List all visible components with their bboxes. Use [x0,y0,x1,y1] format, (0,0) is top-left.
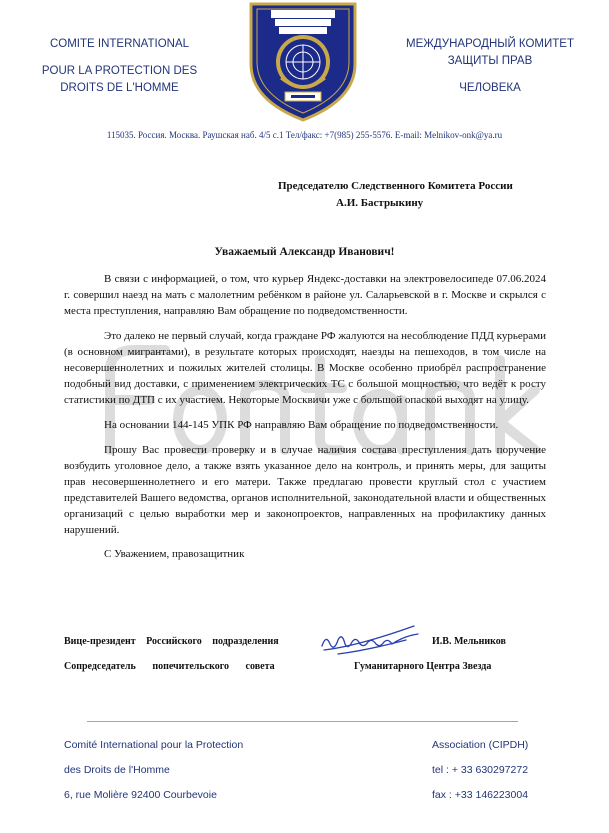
paragraph-3: На основании 144-145 УПК РФ направляю Вам обращение по подведомственности. [104,419,499,431]
header-left-org-name [22,36,217,97]
cipdh-emblem-logo [247,0,359,122]
header-left-line-1: COMITE INTERNATIONAL [49,38,190,50]
paragraph-4: Прошу Вас провести проверку и в случае наличия состава преступления дать поручение возбудить уголовное дело, а также взять указанное дело на контроль, и принять меры, для защиты прав несовершеннолетнего и его матери. Также предлагаю провести круглый стол с участием представителей Вашего ведомства, органов исполнительной, законодательной власти и общественных организаций с целью выработки мер и законопроектов, направленных на профилактику данных нарушений. [64,444,546,536]
header-right-line-2: ЗАЩИТЫ ПРАВ [447,55,533,67]
signer-title-2: Сопредседатель попечительского совета [64,661,275,672]
footer-right-line-2: tel : + 33 630297272 [432,764,529,776]
signer-organization: Гуманитарного Центра Звезда [354,661,492,672]
header-right-line-1: МЕЖДУНАРОДНЫЙ КОМИТЕТ [406,38,574,50]
salutation: Уважаемый Александр Иванович! [214,246,395,258]
footer-left-line-1: Comité International pour la Protection [64,739,244,751]
signer-name: И.В. Мельников [432,636,506,647]
recipient-line-2: А.И. Бастрыкину [336,197,424,209]
paragraph-2: Это далеко не первый случай, когда граждане РФ жалуются на несоблюдение ПДД курьерами (в основном мигрантами), в результате которых происходят, наезды на пешеходов, в том числе на несовершеннолетних и пожилых жителей столицы. В Москве особенно приобрёл распространение подобный вид доставки, с применением электрических ТС с большой мощностью, что ведёт к росту статистики по ДТП с их участием. Некоторые Москвичи уже с большой опаской выходят на улицу. [64,330,546,406]
footer-left-line-3: 6, rue Molière 92400 Courbevoie [64,789,217,801]
header-right-line-3: ЧЕЛОВЕКА [459,82,521,94]
footer-left [64,738,243,813]
footer-divider [87,721,518,722]
footer-right [432,738,528,813]
footer-right-line-3: fax : +33 146223004 [432,789,529,801]
footer-right-line-1: Association (CIPDH) [432,739,529,751]
recipient-block [278,178,513,212]
letter-body [64,271,546,562]
header-right-org-name [390,36,590,97]
header-left-line-2: POUR LA PROTECTION DES [41,65,198,77]
letterhead-address: 115035. Россия. Москва. Раушская наб. 4/5 с.1 Тел/факс: +7(985) 255-5576. E-mail: Melnikov-onk@ya.ru [106,130,503,140]
recipient-line-1: Председателю Следственного Комитета России [278,180,513,192]
handwritten-signature [318,620,426,660]
header-left-line-3: DROITS DE L'HOMME [60,82,179,94]
signer-title-1: Вице-президент Российского подразделения [64,636,279,647]
closing-line: С Уважением, правозащитник [104,548,245,560]
footer-left-line-2: des Droits de l'Homme [64,764,170,776]
paragraph-1: В связи с информацией, о том, что курьер Яндекс-доставки на электровелосипеде 07.06.2024 г. совершил наезд на мать с малолетним ребёнком в районе ул. Саларьевской в г. Москве и скрылся с места преступления, направляю Вам обращение по подведомственности. [64,273,546,317]
